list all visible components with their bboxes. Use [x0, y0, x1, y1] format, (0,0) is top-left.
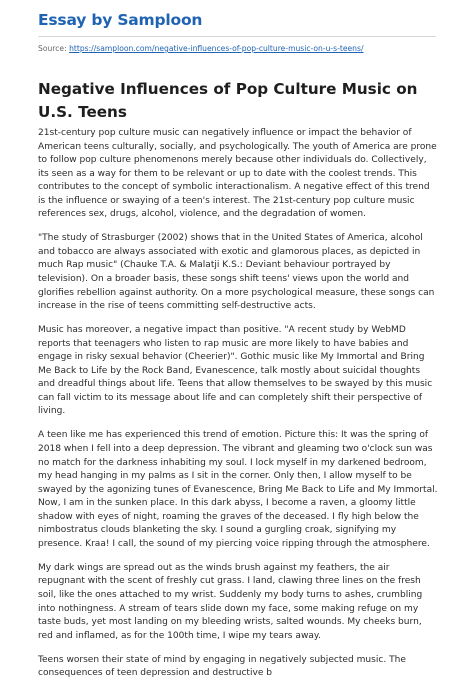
site-brand[interactable]: Essay by Samploon [38, 11, 203, 29]
paragraph: A teen like me has experienced this trend of emotion. Picture this: It was the spring of 2018 when I fell into a deep depression. The vibrant and gleaming two o'clock sun was no match for the darkness inhabiting my soul. I lock myself in my darkened bedroom, my head hanging in my palms as I sit in the corner. Only then, I allow myself to be swayed by the agonizing tunes of Evanescence, Bring Me Back to Life and My Immortal. Now, I am in the sunken place. In this dark abyss, I become a raven, a gloomy little shadow with eyes of night, roaming the graves of the deceased. I fly high below the nimbostratus clouds blanketing the sky. I sound a gurgling croak, signifying my presence. Kraa! I call, the sound of my piercing voice ripping through the atmosphere. [38, 430, 438, 549]
essay-body [38, 127, 438, 691]
paragraph: Music has moreover, a negative impact than positive. "A recent study by WebMD reports that teenagers who listen to rap music are more likely to have babies and engage in risky sexual behavior (Cheerier)". Gothic music like My Immortal and Bring Me Back to Life by the Rock Band, Evanescence, talk mostly about suicidal thoughts and dreadful things about life. Teens that allow themselves to be swayed by this music can fall victim to its message about life and can completely shift their perspective of living. [38, 325, 433, 417]
header-divider [38, 36, 436, 37]
source-link[interactable]: https://samploon.com/negative-influences-of-pop-culture-music-on-u-s-teens/ [69, 44, 364, 53]
paragraph: "The study of Strasburger (2002) shows that in the United States of America, alcohol and tobacco are always associated with exotic and glamorous places, as depicted in much Rap music" (Chauke T.A. & Malatji K.S.: Deviant behaviour portrayed by television). On a broader basis, these songs shift teens' views upon the world and glorifies rebellion against authority. On a more psychological measure, these songs can increase in the rise of teens committing self-destructive acts. [38, 233, 435, 312]
paragraph: 21st-century pop culture music can negatively influence or impact the behavior of American teens culturally, socially, and psychologically. The youth of America are prone to follow pop culture phenomenons merely because other individuals do. Collectively, its seen as a way for them to be relevant or up to date with the coolest trends. This contributes to the concept of symbolic interactionalism. A negative effect of this trend is the influence or swaying of a teen's interest. The 21st-century pop culture music references sex, drugs, alcohol, violence, and the degradation of women. [38, 128, 437, 220]
essay-title: Negative Influences of Pop Culture Music on U.S. Teens [38, 80, 418, 121]
source-label: Source: [38, 44, 70, 53]
source-line [38, 44, 364, 53]
paragraph: Teens worsen their state of mind by engaging in negatively subjected music. The consequences of teen depression and destructive b [38, 654, 406, 679]
paragraph: My dark wings are spread out as the winds brush against my feathers, the air repugnant with the scent of freshly cut grass. I land, clawing three lines on the fresh soil, like the ones attached to my wrist. Suddenly my body turns to ashes, crumbling into nothingness. A stream of tears slide down my face, some making refuge on my taste buds, yet most landing on my bleeding wrists, salted wounds. My cheeks burn, red and inflamed, as for the 100th time, I wipe my tears away. [38, 562, 423, 641]
